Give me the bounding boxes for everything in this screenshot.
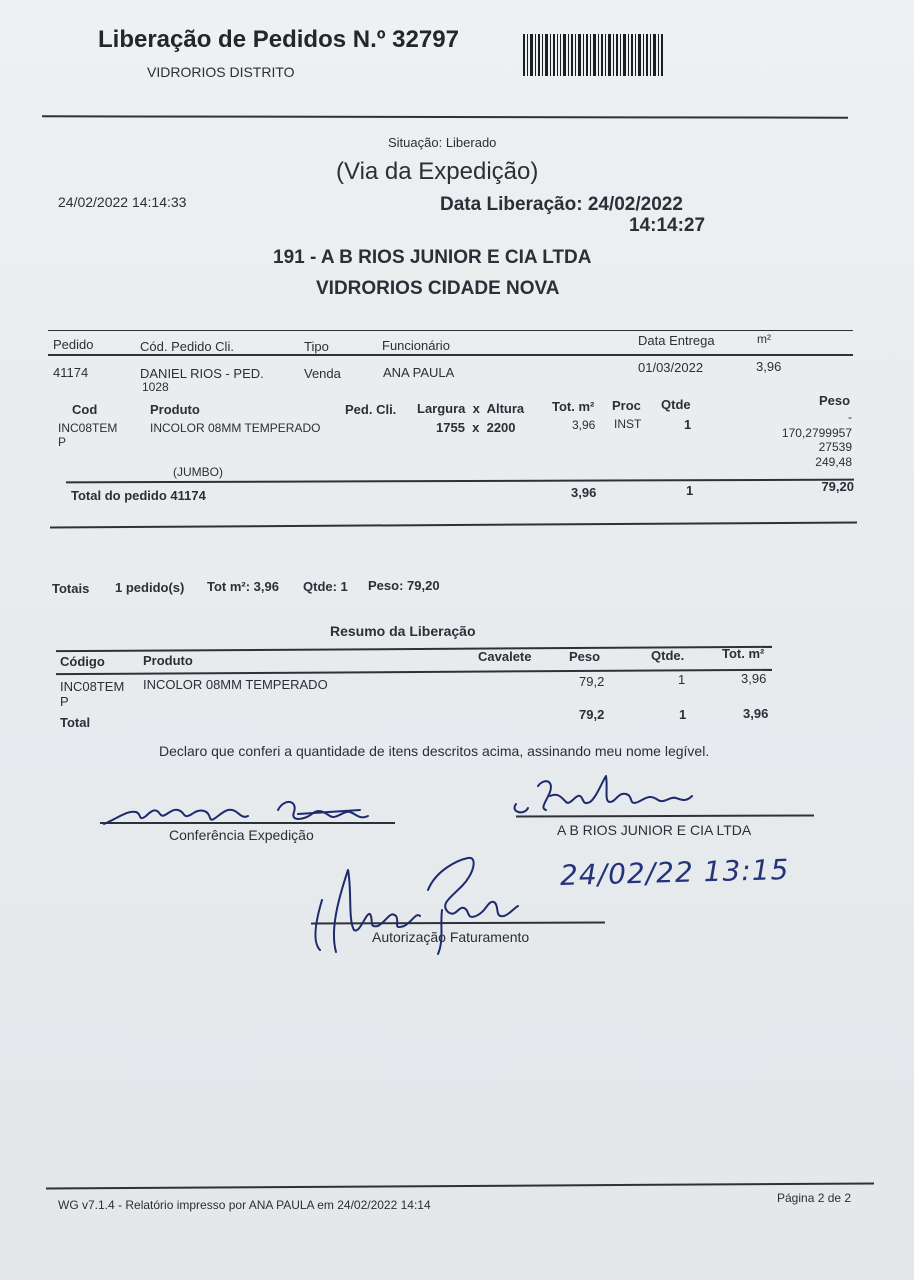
item-peso-3: 249,48	[815, 455, 852, 469]
footer-printed-by: WG v7.1.4 - Relatório impresso por ANA PAULA em 24/02/2022 14:14	[58, 1198, 431, 1212]
totais-label: Totais	[52, 581, 90, 596]
item-col-largura-altura: Largura x Altura	[417, 401, 525, 416]
item-tot-m2: 3,96	[572, 418, 596, 432]
resumo-row-codigo-2: P	[60, 694, 69, 709]
resumo-row-peso: 79,2	[579, 674, 605, 689]
resumo-row-codigo: INC08TEM	[60, 679, 125, 694]
cliente-signature	[510, 772, 710, 822]
resumo-title: Resumo da Liberação	[330, 623, 476, 639]
item-cod-2: P	[58, 435, 67, 449]
row-data-entrega: 01/03/2022	[638, 360, 704, 375]
situacao-text: Situação: Liberado	[388, 135, 497, 150]
resumo-col-qtde: Qtde.	[651, 648, 685, 663]
item-qtde: 1	[684, 417, 692, 432]
item-produto-extra: (JUMBO)	[173, 465, 223, 479]
item-col-cod: Cod	[72, 402, 98, 417]
resumo-total-label: Total	[60, 715, 91, 730]
footer-page-number: Página 2 de 2	[777, 1191, 852, 1205]
order-total-m2: 3,96	[571, 485, 597, 500]
print-datetime: 24/02/2022 14:14:33	[58, 194, 187, 210]
totais-pedidos: 1 pedido(s)	[115, 580, 185, 595]
row-pedido: 41174	[53, 365, 89, 380]
item-cod: INC08TEM	[58, 421, 118, 435]
via-text: (Via da Expedição)	[336, 158, 539, 185]
barcode-image	[523, 34, 663, 76]
item-col-tot-m2: Tot. m²	[552, 399, 595, 414]
totais-qtde: Qtde: 1	[303, 579, 348, 594]
totais-peso: Peso: 79,20	[368, 578, 440, 593]
item-produto: INCOLOR 08MM TEMPERADO	[150, 421, 321, 435]
totais-m2: Tot m²: 3,96	[207, 579, 279, 594]
row-funcionario: ANA PAULA	[383, 365, 455, 380]
order-total-peso: 79,20	[821, 479, 854, 494]
conferencia-label: Conferência Expedição	[169, 827, 314, 843]
order-total-label: Total do pedido 41174	[71, 488, 206, 503]
col-cod-pedido-cli: Cód. Pedido Cli.	[140, 339, 234, 354]
order-table-top-line	[48, 330, 853, 331]
col-tipo: Tipo	[304, 339, 329, 354]
item-col-proc: Proc	[612, 398, 641, 413]
item-col-ped-cli: Ped. Cli.	[345, 402, 397, 417]
resumo-col-codigo: Código	[60, 654, 105, 669]
autorizacao-signature	[308, 850, 528, 960]
item-col-qtde: Qtde	[661, 397, 691, 412]
order-header-line	[48, 354, 853, 356]
document-title: Liberação de Pedidos N.º 32797	[98, 26, 459, 53]
col-funcionario: Funcionário	[382, 338, 450, 353]
resumo-total-tot-m2: 3,96	[743, 706, 769, 721]
resumo-header-line	[56, 669, 772, 675]
resumo-col-cavalete: Cavalete	[478, 649, 532, 664]
issuer-company: VIDRORIOS DISTRITO	[147, 64, 295, 80]
resumo-col-produto: Produto	[143, 653, 193, 668]
declaration-text: Declaro que conferi a quantidade de itens descritos acima, assinando meu nome legível.	[159, 743, 710, 759]
item-peso-2: 27539	[818, 440, 852, 454]
order-table-bottom-line	[50, 522, 857, 528]
order-total-line	[66, 479, 854, 483]
handwritten-date: 24/02/22 13:15	[559, 853, 790, 892]
resumo-total-qtde: 1	[679, 707, 687, 722]
item-proc: INST	[614, 417, 642, 431]
col-data-entrega: Data Entrega	[638, 333, 715, 348]
item-peso-dash: -	[848, 410, 852, 424]
cliente-label: A B RIOS JUNIOR E CIA LTDA	[557, 822, 752, 838]
order-total-qtde: 1	[686, 483, 694, 498]
resumo-total-peso: 79,2	[579, 707, 605, 722]
item-dimensoes: 1755 x 2200	[436, 420, 516, 435]
header-divider	[42, 115, 848, 118]
resumo-row-produto: INCOLOR 08MM TEMPERADO	[143, 677, 328, 692]
col-m2: m²	[757, 332, 771, 346]
resumo-col-tot-m2: Tot. m²	[722, 646, 765, 661]
resumo-row-qtde: 1	[678, 672, 686, 687]
autorizacao-label: Autorização Faturamento	[372, 929, 530, 945]
row-m2: 3,96	[756, 359, 782, 374]
resumo-row-tot-m2: 3,96	[741, 671, 767, 686]
data-liberacao: Data Liberação: 24/02/2022	[440, 194, 683, 215]
row-tipo: Venda	[304, 366, 341, 381]
footer-divider	[46, 1182, 874, 1189]
conferencia-signature	[98, 790, 398, 830]
row-cod-pedido-cli-2: 1028	[142, 380, 169, 394]
item-col-peso: Peso	[819, 393, 851, 408]
item-peso-1: 170,2799957	[781, 426, 852, 440]
resumo-col-peso: Peso	[569, 649, 601, 664]
item-col-produto: Produto	[150, 402, 200, 417]
col-pedido: Pedido	[53, 337, 94, 352]
data-liberacao-time: 14:14:27	[629, 215, 706, 236]
row-cod-pedido-cli: DANIEL RIOS - PED.	[140, 366, 264, 381]
client-name: 191 - A B RIOS JUNIOR E CIA LTDA	[273, 247, 592, 268]
client-store: VIDRORIOS CIDADE NOVA	[316, 278, 560, 299]
